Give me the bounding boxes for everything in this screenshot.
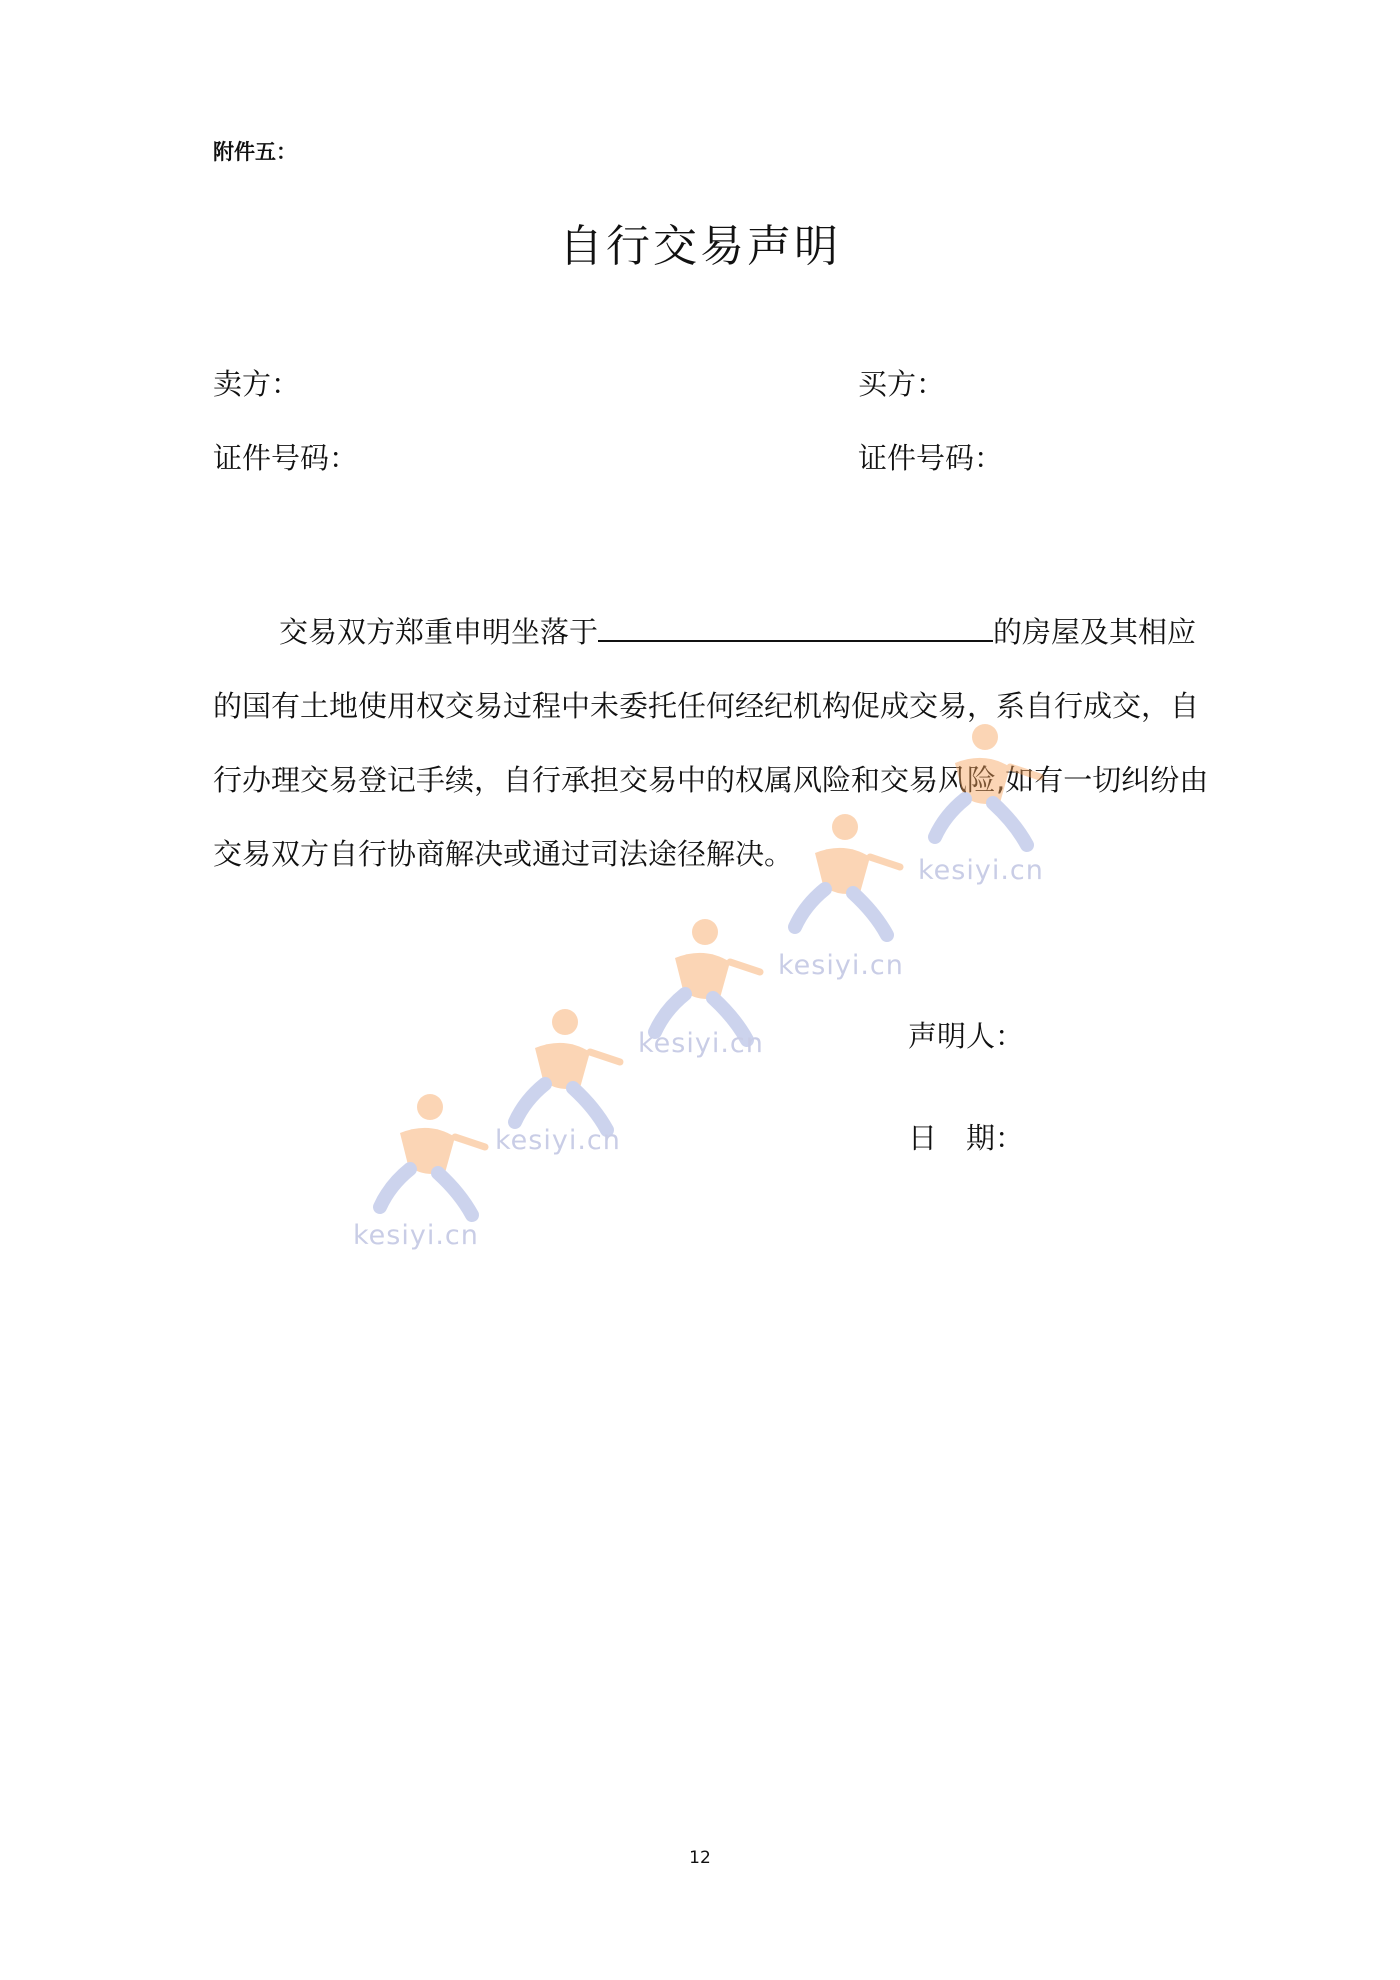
watermark-text: kesiyi.cn — [353, 1220, 479, 1251]
page-number: 12 — [689, 1848, 711, 1868]
attachment-label: 附件五： — [213, 140, 297, 164]
watermark-text: kesiyi.cn — [495, 1125, 621, 1156]
watermark-text: kesiyi.cn — [778, 950, 904, 981]
runner-watermark-icon — [915, 715, 1065, 865]
runner-watermark-icon — [775, 805, 925, 955]
watermark-text: kesiyi.cn — [638, 1028, 764, 1059]
document-title: 自行交易声明 — [559, 221, 841, 272]
seller-id-label: 证件号码： — [213, 441, 359, 475]
declarant-label: 声明人： — [908, 1019, 1025, 1053]
declaration-paragraph — [213, 595, 1223, 891]
paragraph-part2: 的房屋及其相应的国有土地使用权交易过程中未委托任何经纪机构促成交易，系自行成交，自行办理交易登记手续，自行承担交易中的权属风险和交易风险,如有一切纠纷由交易双方自行协商解决或通过司法途径解决。 — [213, 615, 1209, 871]
buyer-id-label: 证件号码： — [858, 441, 1004, 475]
seller-label: 卖方： — [213, 367, 301, 401]
buyer-label: 买方： — [858, 367, 946, 401]
date-label: 日 期： — [908, 1121, 1025, 1155]
property-address-blank[interactable] — [598, 614, 993, 642]
paragraph-part1: 交易双方郑重申明坐落于 — [279, 615, 599, 649]
runner-watermark-icon — [360, 1085, 510, 1235]
watermark-text: kesiyi.cn — [918, 855, 1044, 886]
